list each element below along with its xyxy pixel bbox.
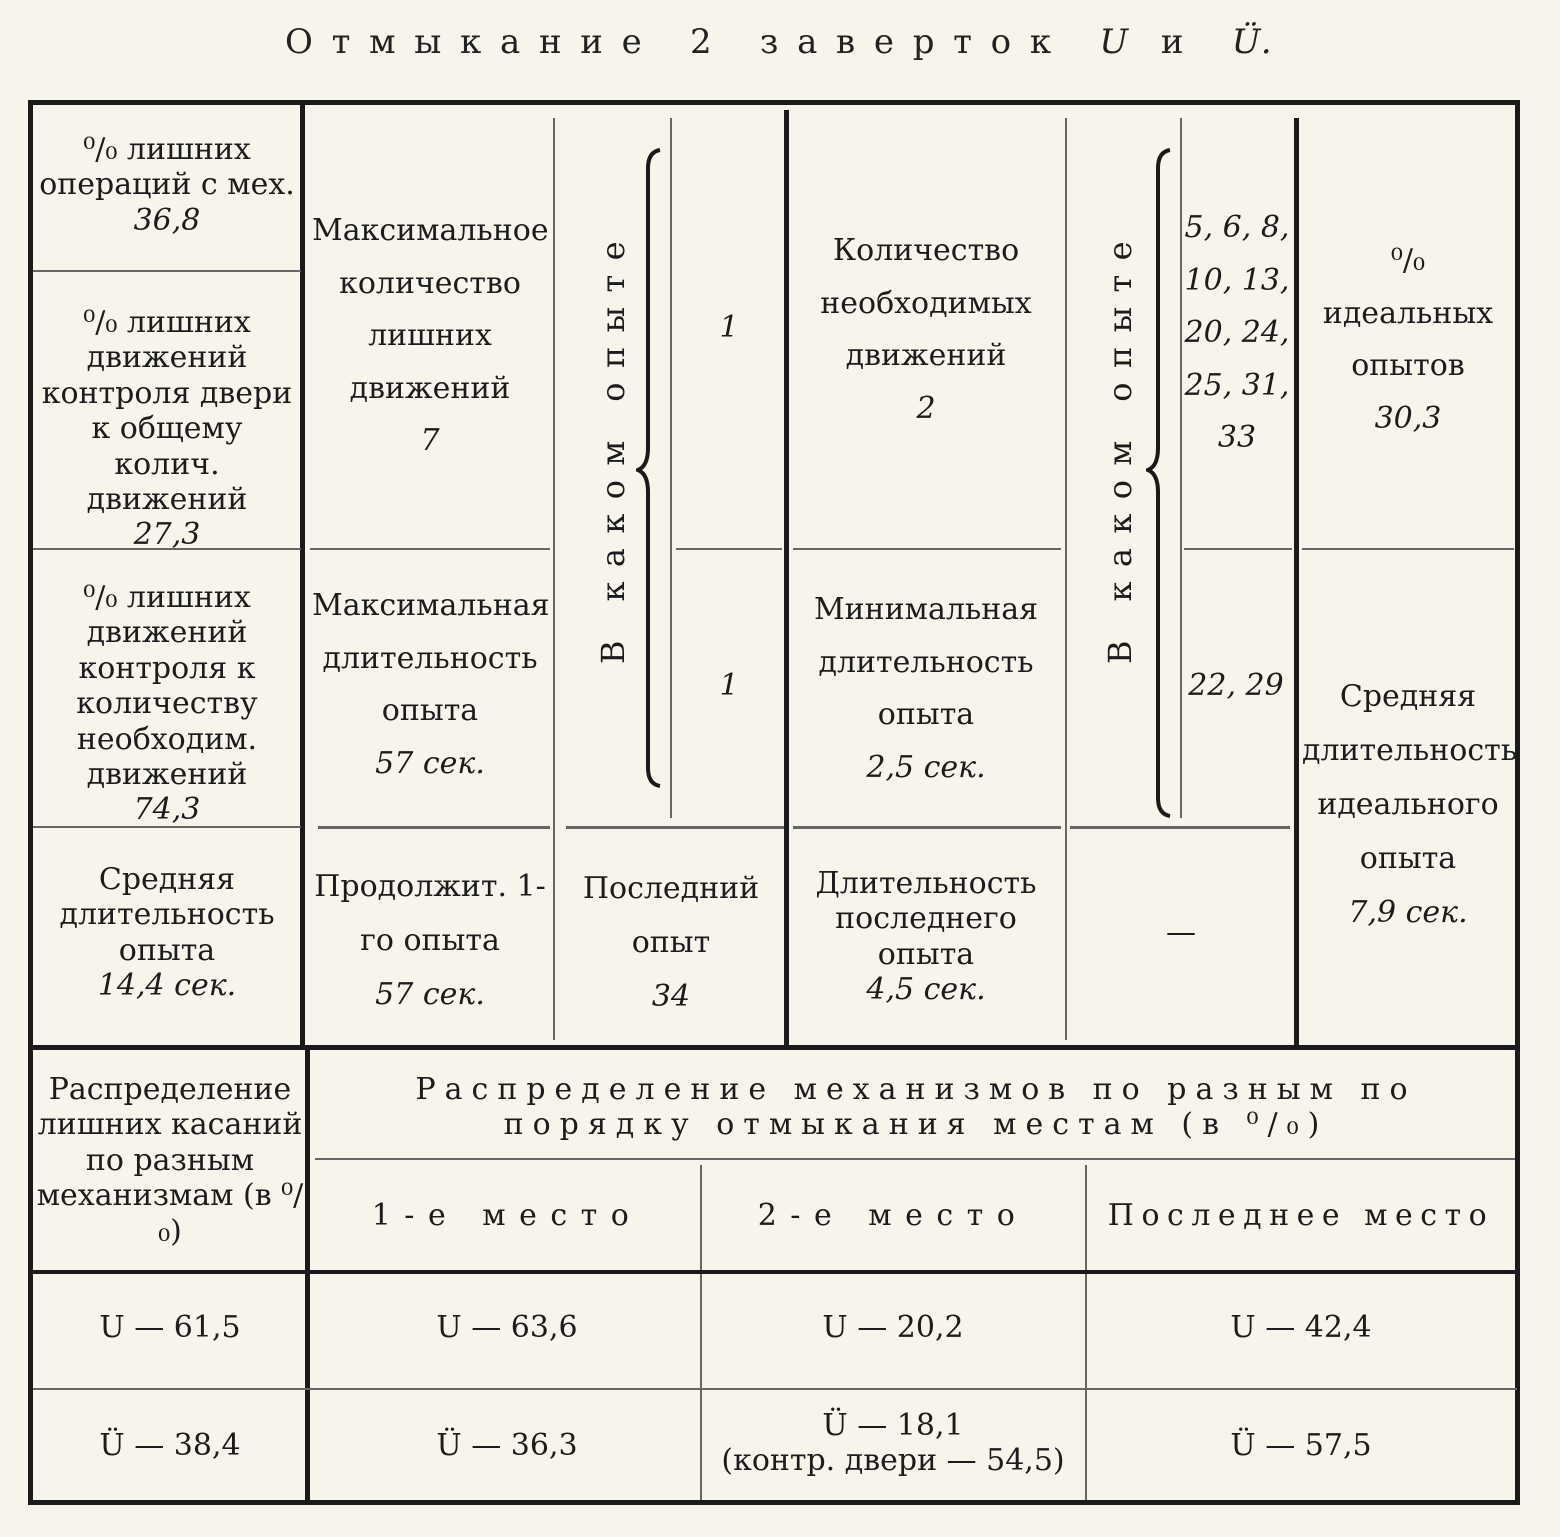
cell-label: Распределение механизмов по разным по порядку отмыкания местам (в ⁰/₀) bbox=[415, 1072, 1417, 1143]
cell-note: (контр. двери — 54,5) bbox=[721, 1443, 1065, 1479]
cell-value: 36,8 bbox=[133, 202, 201, 238]
cell-u-p1 bbox=[315, 1310, 699, 1345]
cell-exp-1 bbox=[676, 310, 782, 345]
title-and: и bbox=[1160, 22, 1203, 62]
brace-2 bbox=[1146, 148, 1176, 818]
hline-c2-1 bbox=[310, 548, 550, 550]
hline-c1-1 bbox=[33, 270, 301, 272]
cell-control-needed bbox=[36, 580, 298, 828]
cell-value: 7,9 сек. bbox=[1348, 895, 1468, 930]
cell-label: Последнее место bbox=[1107, 1198, 1495, 1233]
vline-6 bbox=[1180, 118, 1182, 818]
cell-last-exp bbox=[560, 862, 782, 1024]
vline-b1 bbox=[305, 1050, 310, 1500]
cell-value: 2 bbox=[916, 390, 936, 426]
title-text: Отмыкание 2 заверток bbox=[285, 22, 1070, 62]
hline-c3-2 bbox=[566, 826, 784, 829]
cell-avg-duration bbox=[36, 862, 298, 1004]
cell-label: ⁰/₀ идеальных опытов bbox=[1322, 243, 1494, 383]
cell-value: 4,5 сек. bbox=[866, 972, 986, 1008]
cell-label: Минимальная длительность опыта bbox=[813, 592, 1039, 732]
cell-ui-p1 bbox=[315, 1428, 699, 1463]
cell-value: 30,3 bbox=[1374, 400, 1442, 436]
cell-label: 2-е место bbox=[757, 1198, 1029, 1233]
title-u: U bbox=[1099, 22, 1132, 62]
vline-4 bbox=[784, 110, 789, 1045]
cell-value: 57 сек. bbox=[375, 745, 485, 781]
cell-ideal-percent bbox=[1302, 235, 1514, 445]
hline-c3-1 bbox=[676, 548, 782, 550]
cell-label: Средняя длительность опыта bbox=[59, 862, 275, 968]
cell-last-duration bbox=[792, 866, 1060, 1008]
section-divider bbox=[33, 1045, 1517, 1050]
cell-value: Ü — 57,5 bbox=[1230, 1428, 1372, 1463]
cell-value: 34 bbox=[651, 979, 691, 1014]
cell-label: Длительность последнего опыта bbox=[815, 866, 1037, 972]
cell-value: Ü — 36,3 bbox=[436, 1428, 578, 1463]
vertical-label-2: В каком опыте bbox=[1101, 227, 1139, 664]
vline-5 bbox=[1065, 118, 1067, 1040]
cell-value: 14,4 сек. bbox=[97, 968, 237, 1004]
cell-value: 74,3 bbox=[133, 792, 201, 828]
cell-value: U — 20,2 bbox=[822, 1310, 964, 1345]
cell-max-extra-moves bbox=[312, 205, 548, 468]
cell-value: 1 bbox=[719, 310, 739, 345]
cell-exp-list-1 bbox=[1184, 202, 1290, 465]
hline-c5-1 bbox=[1184, 548, 1292, 550]
cell-ideal-duration bbox=[1302, 670, 1518, 940]
cell-value: U — 61,5 bbox=[99, 1310, 241, 1345]
header-mechanism-distribution bbox=[318, 1072, 1514, 1143]
cell-u-left bbox=[36, 1310, 304, 1345]
cell-u-p2 bbox=[702, 1310, 1084, 1345]
cell-value: Ü — 18,1 bbox=[822, 1408, 964, 1443]
cell-label: ⁰/₀ лишних движений контроля двери к общему колич. движений bbox=[41, 305, 293, 517]
cell-label: Количество необходимых движений bbox=[820, 233, 1032, 373]
vertical-label-1: В каком опыте bbox=[594, 227, 632, 664]
cell-min-duration bbox=[792, 584, 1060, 794]
cell-u-p3 bbox=[1087, 1310, 1515, 1345]
header-place-1 bbox=[315, 1198, 699, 1233]
header-place-2 bbox=[702, 1198, 1084, 1233]
cell-value: 1 bbox=[719, 668, 739, 703]
cell-value: 22, 29 bbox=[1188, 668, 1284, 703]
cell-value: Ü — 38,4 bbox=[99, 1428, 241, 1463]
cell-value: 2,5 сек. bbox=[866, 749, 986, 785]
cell-label: Продолжит. 1-го опыта bbox=[314, 869, 546, 958]
cell-label: Максимальное количество лишних движений bbox=[312, 213, 549, 406]
header-place-last bbox=[1087, 1198, 1515, 1233]
vline-3 bbox=[670, 118, 672, 818]
cell-exp-list-2 bbox=[1180, 668, 1292, 703]
cell-ui-p2 bbox=[702, 1408, 1084, 1479]
cell-ui-p3 bbox=[1087, 1428, 1515, 1463]
hline-b2 bbox=[33, 1270, 1517, 1274]
vline-2 bbox=[553, 118, 555, 1040]
cell-label: Последний опыт bbox=[582, 871, 760, 960]
hline-c5-2 bbox=[1070, 826, 1290, 829]
cell-label: Распределение лишних касаний по разным механизмам (в ⁰/₀) bbox=[36, 1072, 304, 1249]
cell-dash bbox=[1070, 915, 1292, 950]
page-title bbox=[0, 22, 1560, 62]
hline-b3 bbox=[33, 1388, 1517, 1390]
cell-value: 5, 6, 8, 10, 13, 20, 24, 25, 31, 33 bbox=[1184, 210, 1290, 455]
vline-7 bbox=[1294, 118, 1299, 1045]
cell-value: U — 63,6 bbox=[436, 1310, 578, 1345]
cell-label: Средняя длительность идеального опыта bbox=[1302, 679, 1518, 876]
cell-needed-moves bbox=[792, 225, 1060, 435]
cell-value: U — 42,4 bbox=[1230, 1310, 1372, 1345]
hline-c4-1 bbox=[793, 548, 1061, 550]
vline-1 bbox=[300, 105, 305, 1045]
cell-label: ⁰/₀ лишних операций с мех. bbox=[39, 132, 295, 203]
title-ui: Ü. bbox=[1231, 22, 1275, 62]
cell-max-duration bbox=[312, 580, 548, 790]
brace-1 bbox=[636, 148, 666, 788]
header-extra-touches bbox=[36, 1072, 304, 1249]
cell-label: ⁰/₀ лишних движений контроля к количеству необходим. движений bbox=[76, 580, 258, 792]
hline-b1 bbox=[315, 1158, 1515, 1160]
cell-value: 7 bbox=[420, 423, 440, 458]
cell-value: 57 сек. bbox=[375, 977, 485, 1012]
cell-value: 27,3 bbox=[133, 517, 201, 553]
cell-door-control-total bbox=[36, 305, 298, 553]
cell-first-duration bbox=[312, 860, 548, 1022]
hline-c4-2 bbox=[793, 826, 1061, 829]
cell-value: — bbox=[1166, 915, 1196, 950]
cell-exp-2 bbox=[676, 668, 782, 703]
hline-c6-1 bbox=[1302, 548, 1514, 550]
cell-label: 1-е место bbox=[371, 1198, 643, 1233]
cell-label: Максимальная длительность опыта bbox=[312, 588, 550, 728]
cell-extra-ops bbox=[36, 132, 298, 238]
hline-c2-2 bbox=[318, 826, 550, 829]
cell-ui-left bbox=[36, 1428, 304, 1463]
